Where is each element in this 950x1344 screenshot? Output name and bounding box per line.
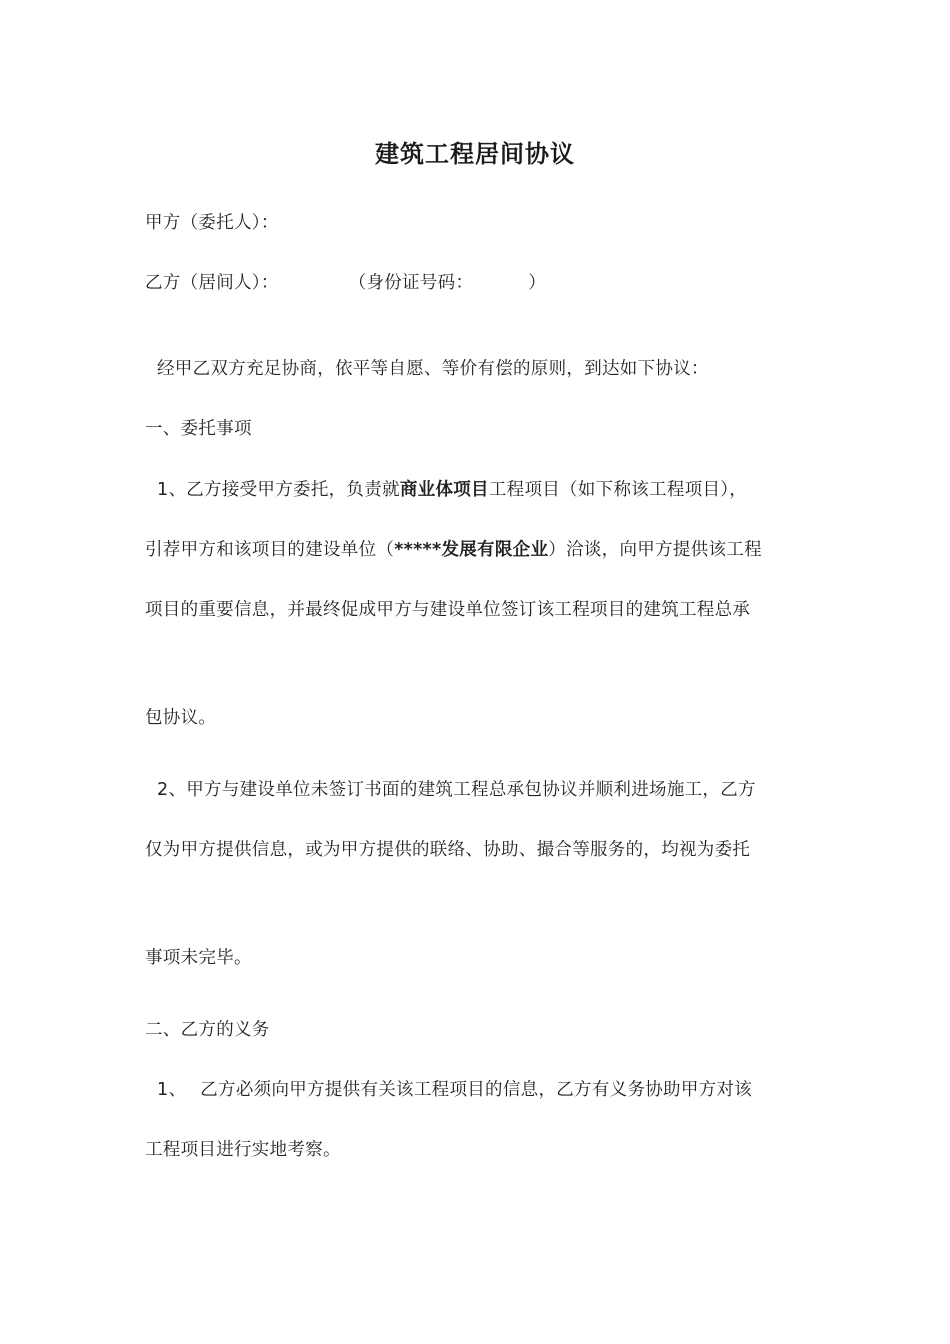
- section1-heading: 一、委托事项: [145, 419, 252, 439]
- s1-item1-project-name: 商业体项目: [399, 480, 489, 500]
- s1-item2-text-a: 、甲方与建设单位未签订书面的建筑工程总承包协议并顺利进场施工，乙方: [168, 780, 756, 800]
- s1-item1-number: 1: [157, 480, 169, 500]
- s1-item2-number: 2: [157, 780, 169, 800]
- s1-item1-text-c: 引荐甲方和该项目的建设单位（: [145, 540, 395, 560]
- s2-item1-number: 1: [157, 1080, 169, 1100]
- s1-item1-line4: 包协议。: [145, 708, 217, 728]
- intro-paragraph: 经甲乙双方充足协商，依平等自愿、等价有偿的原则，到达如下协议：: [157, 359, 709, 379]
- s1-item2-line3: 事项未完毕。: [145, 948, 252, 968]
- s1-item1-line3: 项目的重要信息，并最终促成甲方与建设单位签订该工程项目的建筑工程总承: [145, 600, 751, 620]
- s1-item1-text-b: 工程项目（如下称该工程项目），: [488, 480, 748, 500]
- s1-item1-company-name: *****发展有限企业: [394, 540, 549, 560]
- s1-item1-text-d: ）洽谈，向甲方提供该工程: [548, 540, 762, 560]
- s2-item1-line2: 工程项目进行实地考察。: [145, 1140, 341, 1160]
- s1-item1-line2: [145, 538, 762, 562]
- section2-heading: 二、乙方的义务: [145, 1020, 270, 1040]
- s1-item2-line1: [157, 778, 756, 802]
- party-a-line: 甲方（委托人）：: [145, 213, 279, 233]
- s1-item2-line2: 仅为甲方提供信息，或为甲方提供的联络、协助、撮合等服务的，均视为委托: [145, 840, 751, 860]
- document-title: 建筑工程居间协议: [375, 139, 575, 168]
- s2-item1-line1: [157, 1078, 752, 1102]
- id-number-label: （身份证号码：: [348, 273, 474, 293]
- id-number-close: ）: [528, 273, 547, 293]
- s1-item1-text-a: 、乙方接受甲方委托，负责就: [168, 480, 400, 500]
- s2-item1-text-a: 乙方必须向甲方提供有关该工程项目的信息，乙方有义务协助甲方对该: [200, 1080, 753, 1100]
- party-b-label: 乙方（居间人）：: [145, 273, 279, 293]
- s1-item1-line1: [157, 478, 747, 502]
- party-b-line: [145, 271, 546, 295]
- s2-item1-sep: 、: [168, 1080, 187, 1100]
